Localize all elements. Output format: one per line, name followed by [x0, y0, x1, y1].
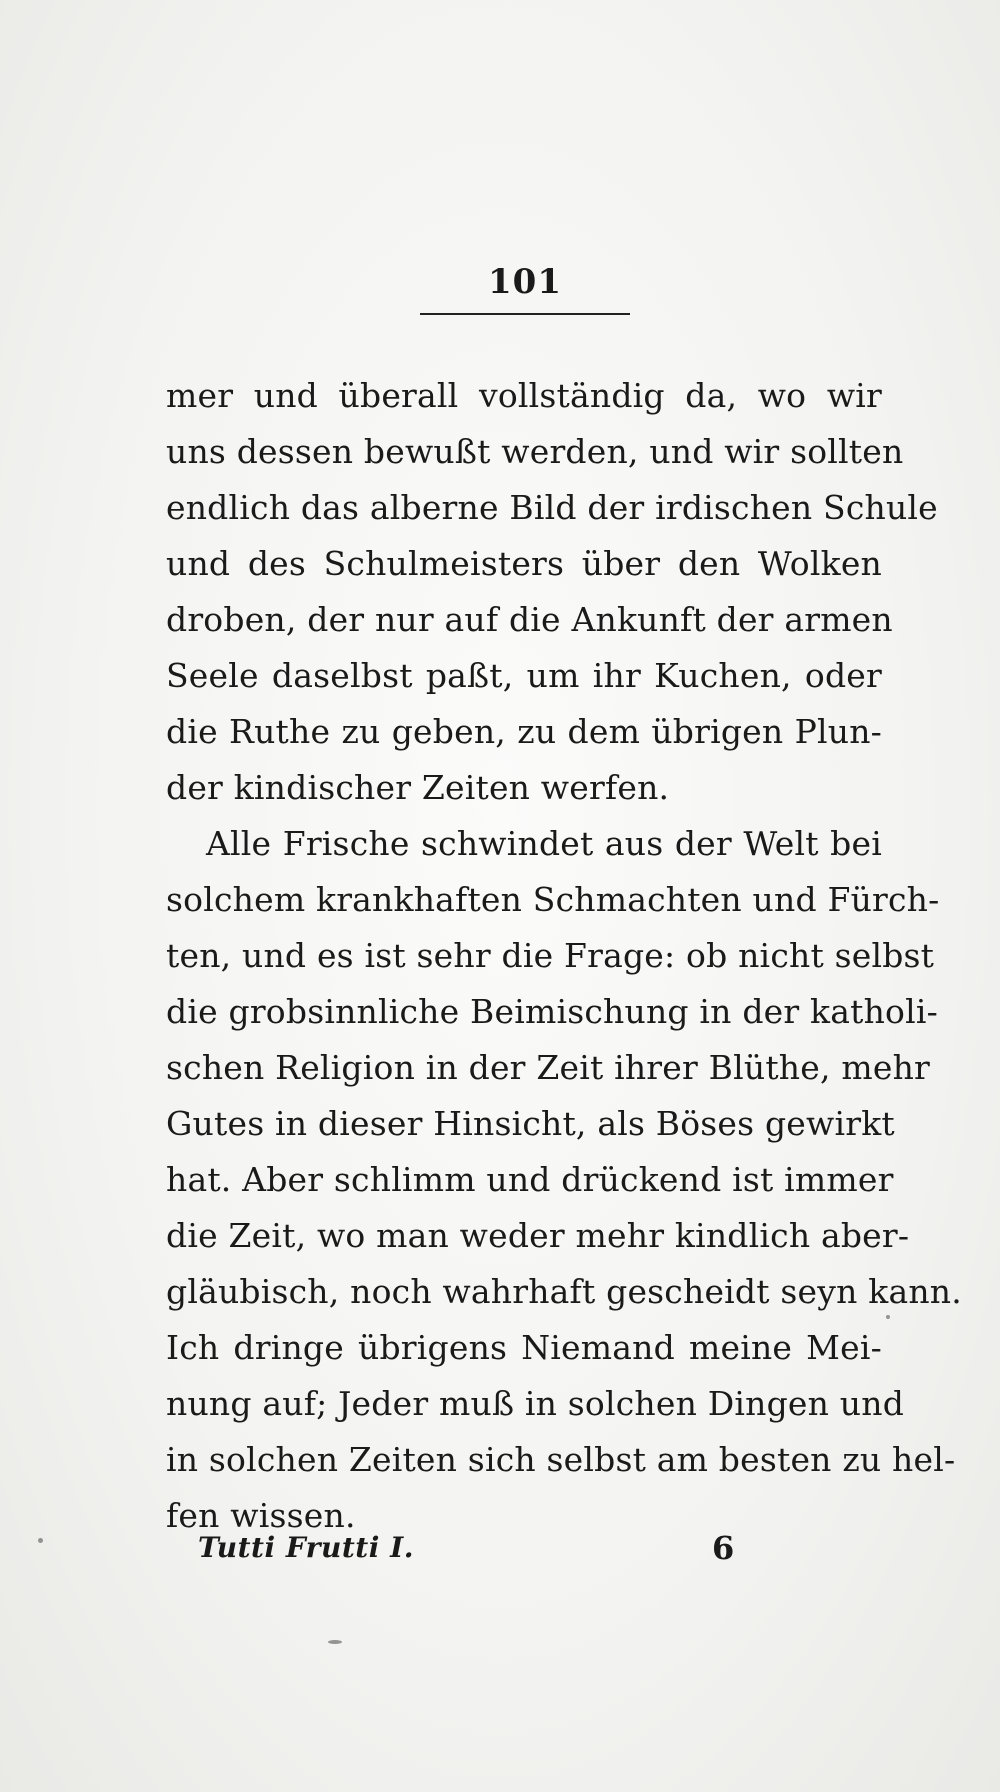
sheet-number: 6 — [712, 1529, 735, 1567]
page-number: 101 — [488, 262, 562, 302]
text-line: uns dessen bewußt werden, und wir sollten — [166, 432, 904, 471]
text-line: solchem krankhaften Schmachten und Fürch- — [166, 880, 940, 919]
text-line: Ich dringe übrigens Niemand meine Mei- — [166, 1328, 882, 1367]
text-line: fen wissen. — [166, 1496, 356, 1535]
text-line: die Ruthe zu geben, zu dem übrigen Plun- — [166, 712, 882, 751]
text-line: die grobsinnliche Beimischung in der katholi- — [166, 992, 938, 1031]
text-line: schen Religion in der Zeit ihrer Blüthe, mehr — [166, 1048, 931, 1087]
text-line: endlich das alberne Bild der irdischen Schule — [166, 488, 938, 527]
text-line: hat. Aber schlimm und drückend ist immer — [166, 1160, 894, 1199]
footer-signature-line — [198, 1528, 738, 1568]
paper-speck — [38, 1538, 43, 1543]
text-line: mer und überall vollständig da, wo wir — [166, 376, 882, 415]
text-line: Gutes in dieser Hinsicht, als Böses gewirkt — [166, 1104, 895, 1143]
paragraph-start-line: Alle Frische schwindet aus der Welt bei — [206, 824, 882, 863]
body-text — [166, 368, 962, 1544]
text-line: gläubisch, noch wahrhaft gescheidt seyn kann. — [166, 1272, 962, 1311]
text-line: Seele daselbst paßt, um ihr Kuchen, oder — [166, 656, 882, 695]
header-rule — [420, 313, 630, 315]
paper-speck — [328, 1640, 342, 1644]
signature-mark: Tutti Frutti I. — [198, 1531, 414, 1564]
text-line: droben, der nur auf die Ankunft der armen — [166, 600, 893, 639]
text-line: nung auf; Jeder muß in solchen Dingen und — [166, 1384, 905, 1423]
text-line: ten, und es ist sehr die Frage: ob nicht selbst — [166, 936, 935, 975]
text-line: die Zeit, wo man weder mehr kindlich aber- — [166, 1216, 910, 1255]
text-line: der kindischer Zeiten werfen. — [166, 768, 670, 807]
paper-speck — [886, 1315, 890, 1319]
text-line: in solchen Zeiten sich selbst am besten zu hel- — [166, 1440, 956, 1479]
text-line: und des Schulmeisters über den Wolken — [166, 544, 882, 583]
